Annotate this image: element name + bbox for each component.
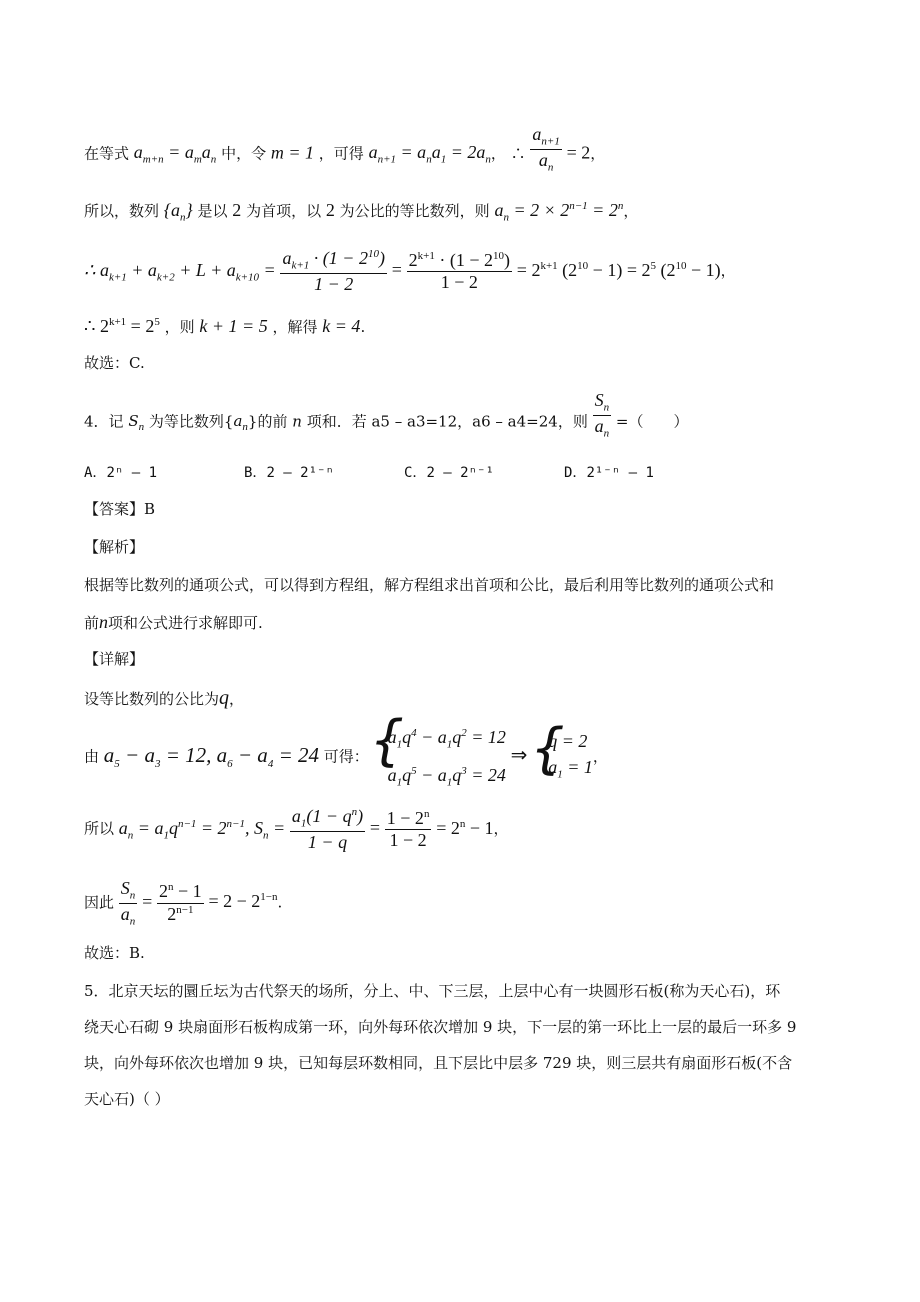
option-label: B． [244, 465, 267, 481]
answer-tag: 【答案】B [84, 500, 156, 518]
fraction: $\frac{a_{n+1}}{a_n}$ [532, 124, 560, 174]
solution-line-3: ∴ $a_{k+1} + a_{k+2} + L + a_{k+10}$ = $\frac{a_{k+1} \cdot (1 - 2^{10})}{1 - 2}$ = $\frac{2^{k+1} \cdot (1 - 2^{10})}{1 - 2}$ = $2^{k+1}$ $(2^{10} - 1) = 2^5$ $(2^{10} - 1)$， [84, 248, 736, 294]
option-label: A． [84, 465, 107, 481]
option-text: 2¹⁻ⁿ – 1 [586, 465, 654, 481]
question-number: 4． [84, 412, 109, 431]
solution-choice: 故选：C. [84, 354, 145, 372]
question-5-line-3: 块，向外每环依次也增加 9 块，已知每层环数相同，且下层比中层多 729 块，则三层共有扇面形石板(不含 [84, 1054, 793, 1072]
text: 为公比的等比数列，则 [339, 202, 490, 220]
text: 可得： [323, 747, 369, 766]
question-5-line-2: 绕天心石砌 9 块扇面形石板构成第一环，向外每环依次增加 9 块，下一层的第一环比上一层的最后一环多 9 [84, 1018, 797, 1036]
formula: ∴ $a_{k+1} + a_{k+2} + L + a_{k+10}$ = [84, 259, 276, 284]
text: }的前 [247, 412, 288, 431]
option-a[interactable] [84, 462, 157, 482]
fraction: $\frac{a_1(1 - q^n)}{1 - q}$ [291, 806, 364, 852]
formula: $a_n = a_1q^{n-1} = 2^{n-1}$, $S_n$ = [118, 817, 286, 842]
text: 所以 [84, 819, 115, 838]
text: 因此 [84, 893, 115, 912]
formula: ∴ $2^{k+1} = 2^5$ [84, 316, 160, 336]
detail-line-2: 由 $a_5 - a_3 = 12$, $a_6 - a_4 = 24$ 可得： { $a_1q^4 - a_1q^2 = 12$ $a_1q^5 - a_1q^3 = 24$ ⇒ { q = 2 $a_1 = 1$ ， [84, 720, 608, 795]
option-text: 2ⁿ – 1 [106, 465, 158, 481]
text: 由 [84, 747, 100, 766]
solution-line-4: ∴ $2^{k+1} = 2^5$ ，则 k + 1 = 5 ，解得 k = 4. [84, 316, 366, 336]
text: 为首项，以 [246, 202, 322, 220]
fraction: $\frac{2^n - 1}{2^{n-1}}$ [159, 881, 202, 924]
text: 中，令 [221, 144, 267, 163]
formula: k = 4 [322, 316, 361, 336]
analysis-tag: 【解析】 [84, 538, 145, 556]
text: 所以，数列 [84, 202, 160, 220]
detail-line-3: 所以 $a_n = a_1q^{n-1} = 2^{n-1}$, $S_n$ = $\frac{a_1(1 - q^n)}{1 - q}$ = $\frac{1 - 2^n}{1 - 2}$ = $2^n - 1$， [84, 806, 509, 852]
formula: $a_5 - a_3 = 12$, $a_6 - a_4 = 24$ [103, 742, 319, 770]
formula: $a_{n+1} = a_na_1 = 2a_n$ [368, 142, 491, 166]
text: ，解得 [272, 318, 318, 336]
text: 项和．若 [306, 412, 367, 431]
text: ，则 [164, 318, 195, 336]
text: 为等比数列{ [148, 412, 234, 431]
question-4-stem: 4．记 $S_n$ 为等比数列$\{a_n\}$的前 n 项和．若 a5 – a3=12，a6 – a4=24，则 $\frac{S_n}{a_n}$ =（ ） [84, 390, 689, 440]
formula: m = 1 [270, 142, 315, 163]
analysis-text-1: 根据等比数列的通项公式，可以得到方程组，解方程组求出首项和公比，最后利用等比数列的通项公式和 [84, 576, 775, 594]
therefore-symbol: ∴ [510, 144, 526, 163]
condition: a5 – a3=12， [371, 412, 473, 431]
option-d[interactable] [564, 462, 654, 482]
text: 是以 [197, 202, 228, 220]
question-5-line-4: 天心石)（ ） [84, 1090, 170, 1108]
fraction: $\frac{S_n}{a_n}$ [120, 878, 136, 928]
equation-system: { $a_1q^4 - a_1q^2 = 12$ $a_1q^5 - a_1q^3 = 24$ [374, 720, 506, 795]
fraction: $\frac{1 - 2^n}{1 - 2}$ [386, 807, 430, 851]
solution-line-2: 所以，数列 $\{a_n\}$ 是以 2 为首项，以 2 为公比的等比数列，则 $a_n = 2 \times 2^{n-1} = 2^n$， [84, 200, 639, 224]
equation-solution: { q = 2 $a_1 = 1$ [534, 728, 593, 788]
detail-line-4: 因此 $\frac{S_n}{a_n}$ = $\frac{2^n - 1}{2^{n-1}}$ = $2 - 2^{1-n}$. [84, 878, 283, 928]
option-c[interactable] [404, 462, 494, 482]
text: 记 [108, 412, 124, 431]
detail-tag: 【详解】 [84, 650, 145, 668]
fraction: $\frac{S_n}{a_n}$ [594, 390, 610, 440]
text: ，可得 [318, 144, 364, 163]
detail-line-1: 设等比数列的公比为q， [84, 687, 245, 709]
formula: $a_{m+n} = a_ma_n$ [133, 142, 217, 166]
text: 在等式 [84, 144, 130, 163]
question-5-line-1: 5．北京天坛的圜丘坛为古代祭天的场所，分上、中、下三层，上层中心有一块圆形石板(称为天心石)，环 [84, 982, 781, 1000]
formula: $a_n = 2 \times 2^{n-1} = 2^n$ [494, 200, 624, 224]
text: 设等比数列的公比为 [84, 690, 220, 708]
option-b[interactable] [244, 462, 334, 482]
analysis-text-2: 前n项和公式进行求解即可. [84, 612, 263, 632]
option-text: 2 – 2ⁿ⁻¹ [426, 465, 494, 481]
formula: $\{a_n\}$ [163, 200, 193, 224]
number: 2 [232, 200, 242, 220]
text: 项和公式进行求解即可. [108, 614, 263, 632]
option-label: C． [404, 465, 427, 481]
fraction: $\frac{a_{k+1} \cdot (1 - 2^{10})}{1 - 2}$ [282, 248, 385, 294]
option-label: D． [564, 465, 587, 481]
detail-choice: 故选：B. [84, 944, 145, 962]
formula: k + 1 = 5 [199, 316, 268, 336]
solution-line-1: 在等式 $a_{m+n} = a_ma_n$ 中，令 m = 1 ，可得 $a_{n+1} = a_na_1 = 2a_n$， ∴ $\frac{a_{n+1}}{a_n}$ = 2， [84, 124, 606, 174]
answer-blank: （ ） [628, 412, 689, 431]
condition: a6 – a4=24，则 [472, 412, 588, 431]
option-text: 2 – 2¹⁻ⁿ [266, 465, 334, 481]
text: 前 [84, 614, 100, 632]
fraction: $\frac{2^{k+1} \cdot (1 - 2^{10})}{1 - 2}$ [408, 249, 511, 293]
